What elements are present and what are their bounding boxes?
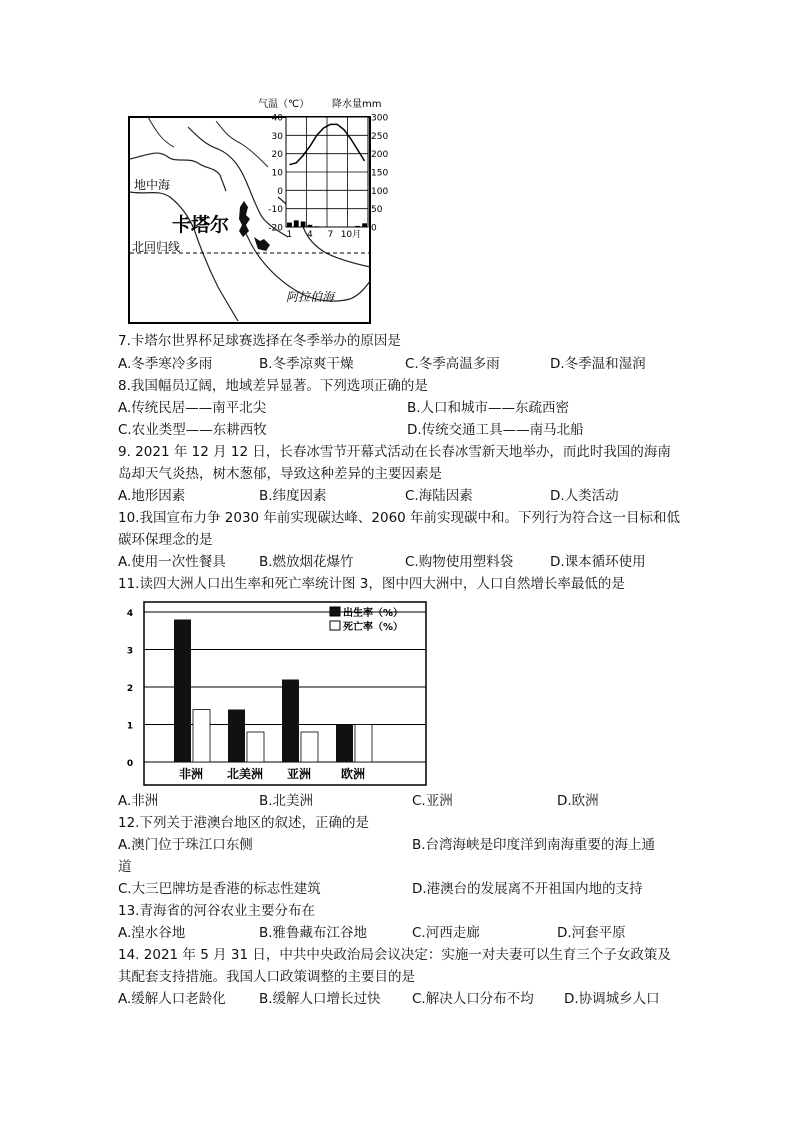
temp-tick-label: 0 <box>277 186 283 197</box>
precip-tick-label: 100 <box>371 186 389 197</box>
y-tick-label: 3 <box>126 646 134 657</box>
q7-option-b[interactable]: B.冬季凉爽干燥 <box>259 356 354 372</box>
category-label: 亚洲 <box>286 767 312 781</box>
month-tick-label: 1 <box>286 230 293 240</box>
label-mediterranean: 地中海 <box>134 178 171 192</box>
y-tick-label: 0 <box>126 759 134 769</box>
temp-tick-label: 40 <box>271 113 283 124</box>
q8-option-d[interactable]: D.传统交通工具——南马北船 <box>407 422 584 438</box>
q9-option-a[interactable]: A.地形因素 <box>118 488 186 504</box>
qatar-map-figure <box>128 97 390 325</box>
category-label: 非洲 <box>178 767 204 781</box>
temp-tick-label: 10 <box>271 168 283 179</box>
precipitation-bar <box>314 226 319 227</box>
q11-option-c[interactable]: C.亚洲 <box>412 793 453 809</box>
q11-stem: 11.读四大洲人口出生率和死亡率统计图 3，图中四大洲中，人口自然增长率最低的是 <box>118 576 625 592</box>
precip-tick-label: 50 <box>371 205 383 216</box>
precipitation-bar <box>301 222 306 228</box>
q10-stem-line1: 10.我国宣布力争 2030 年前实现碳达峰、2060 年前实现碳中和。下列行为符合这一目标和低 <box>118 510 681 526</box>
q8-option-a[interactable]: A.传统民居——南平北尖 <box>118 400 267 416</box>
q14-option-b[interactable]: B.缓解人口增长过快 <box>259 991 381 1007</box>
month-tick-label: 4 <box>307 230 313 240</box>
q9-stem-line1: 9. 2021 年 12 月 12 日，长春冰雪节开幕式活动在长春冰雪新天地举办，而此时我国的海南 <box>118 444 671 460</box>
precipitation-bar <box>355 226 360 227</box>
q14-stem-line1: 14. 2021 年 5 月 31 日，中共中央政治局会议决定：实施一对夫妻可以生育三个子女政策及 <box>118 947 671 963</box>
q12-option-a[interactable]: A.澳门位于珠江口东侧 <box>118 837 253 853</box>
temp-tick-label: 30 <box>271 131 283 142</box>
y-tick-label: 2 <box>126 684 134 694</box>
q12-option-d[interactable]: D.港澳台的发展离不开祖国内地的支持 <box>412 881 643 897</box>
month-tick-label: 7 <box>327 230 334 240</box>
q11-option-a[interactable]: A.非洲 <box>118 793 159 809</box>
precipitation-bar <box>308 225 313 227</box>
month-tick-label: 10月 <box>340 230 362 240</box>
q7-option-a[interactable]: A.冬季寒冷多雨 <box>118 356 213 372</box>
legend-swatch <box>330 621 340 630</box>
q14-option-c[interactable]: C.解决人口分布不均 <box>412 991 534 1007</box>
q10-option-d[interactable]: D.课本循环使用 <box>550 554 646 570</box>
precipitation-bar <box>362 223 367 227</box>
label-tropic: 北回归线 <box>132 240 181 254</box>
birth-rate-bar <box>336 725 353 763</box>
climate-temp-title: 气温（℃） <box>258 99 310 110</box>
q9-stem-line2: 岛却天气炎热，树木葱郁，导致这种差异的主要因素是 <box>118 466 442 482</box>
q10-stem-line2: 碳环保理念的是 <box>118 532 213 548</box>
precipitation-bar <box>287 223 292 227</box>
q13-option-a[interactable]: A.湟水谷地 <box>118 925 186 941</box>
y-tick-label: 1 <box>126 721 134 732</box>
q12-option-c[interactable]: C.大三巴牌坊是香港的标志性建筑 <box>118 881 321 897</box>
q9-option-b[interactable]: B.纬度因素 <box>259 488 327 504</box>
legend-label: 死亡率（%） <box>343 622 404 633</box>
category-label: 北美洲 <box>226 767 264 781</box>
death-rate-bar <box>193 710 210 763</box>
q12-option-b[interactable]: B.台湾海峡是印度洋到南海重要的海上通 <box>412 837 656 853</box>
q10-option-a[interactable]: A.使用一次性餐具 <box>118 554 226 570</box>
category-label: 欧洲 <box>340 767 366 781</box>
legend-label: 出生率（%） <box>343 608 404 619</box>
q14-option-d[interactable]: D.协调城乡人口 <box>564 991 660 1007</box>
temp-tick-label: 20 <box>271 150 283 161</box>
q13-option-d[interactable]: D.河套平原 <box>557 925 626 941</box>
q11-option-b[interactable]: B.北美洲 <box>259 793 314 809</box>
q12-option-b-cont: 道 <box>118 859 132 875</box>
precipitation-bar <box>294 220 299 227</box>
q7-stem: 7.卡塔尔世界杯足球赛选择在冬季举办的原因是 <box>118 333 401 349</box>
q8-option-c[interactable]: C.农业类型——东耕西牧 <box>118 422 267 438</box>
q14-option-a[interactable]: A.缓解人口老龄化 <box>118 991 226 1007</box>
q10-option-c[interactable]: C.购物使用塑料袋 <box>405 554 514 570</box>
birth-death-rate-chart <box>120 597 428 787</box>
temp-tick-label: -10 <box>268 205 283 216</box>
birth-rate-bar <box>228 710 245 763</box>
q12-stem: 12.下列关于港澳台地区的叙述，正确的是 <box>118 815 369 831</box>
label-qatar: 卡塔尔 <box>172 214 230 236</box>
q7-option-d[interactable]: D.冬季温和湿润 <box>550 356 646 372</box>
precip-tick-label: 200 <box>371 150 389 161</box>
birth-rate-bar <box>282 680 299 763</box>
climate-precip-title: 降水量mm <box>332 99 382 110</box>
q10-option-b[interactable]: B.燃放烟花爆竹 <box>259 554 354 570</box>
death-rate-bar <box>301 732 318 762</box>
q13-stem: 13.青海省的河谷农业主要分布在 <box>118 903 315 919</box>
precip-tick-label: 150 <box>371 168 389 179</box>
precip-tick-label: 250 <box>371 131 389 142</box>
q13-option-c[interactable]: C.河西走廊 <box>412 925 480 941</box>
precip-tick-label: 0 <box>371 223 377 234</box>
q9-option-d[interactable]: D.人类活动 <box>550 488 619 504</box>
death-rate-bar <box>355 725 372 763</box>
birth-rate-bar <box>174 620 191 763</box>
q13-option-b[interactable]: B.雅鲁藏布江谷地 <box>259 925 368 941</box>
q8-option-b[interactable]: B.人口和城市——东疏西密 <box>407 400 570 416</box>
precip-tick-label: 300 <box>371 113 389 124</box>
y-tick-label: 4 <box>126 609 134 619</box>
q9-option-c[interactable]: C.海陆因素 <box>405 488 473 504</box>
legend-swatch <box>330 607 340 616</box>
temp-tick-label: -20 <box>268 223 283 234</box>
q14-stem-line2: 其配套支持措施。我国人口政策调整的主要目的是 <box>118 969 415 985</box>
q7-option-c[interactable]: C.冬季高温多雨 <box>405 356 500 372</box>
q8-stem: 8.我国幅员辽阔，地域差异显著。下列选项正确的是 <box>118 378 428 394</box>
death-rate-bar <box>247 732 264 762</box>
q11-option-d[interactable]: D.欧洲 <box>557 793 599 809</box>
label-arabian-sea: 阿拉伯海 <box>286 290 335 304</box>
